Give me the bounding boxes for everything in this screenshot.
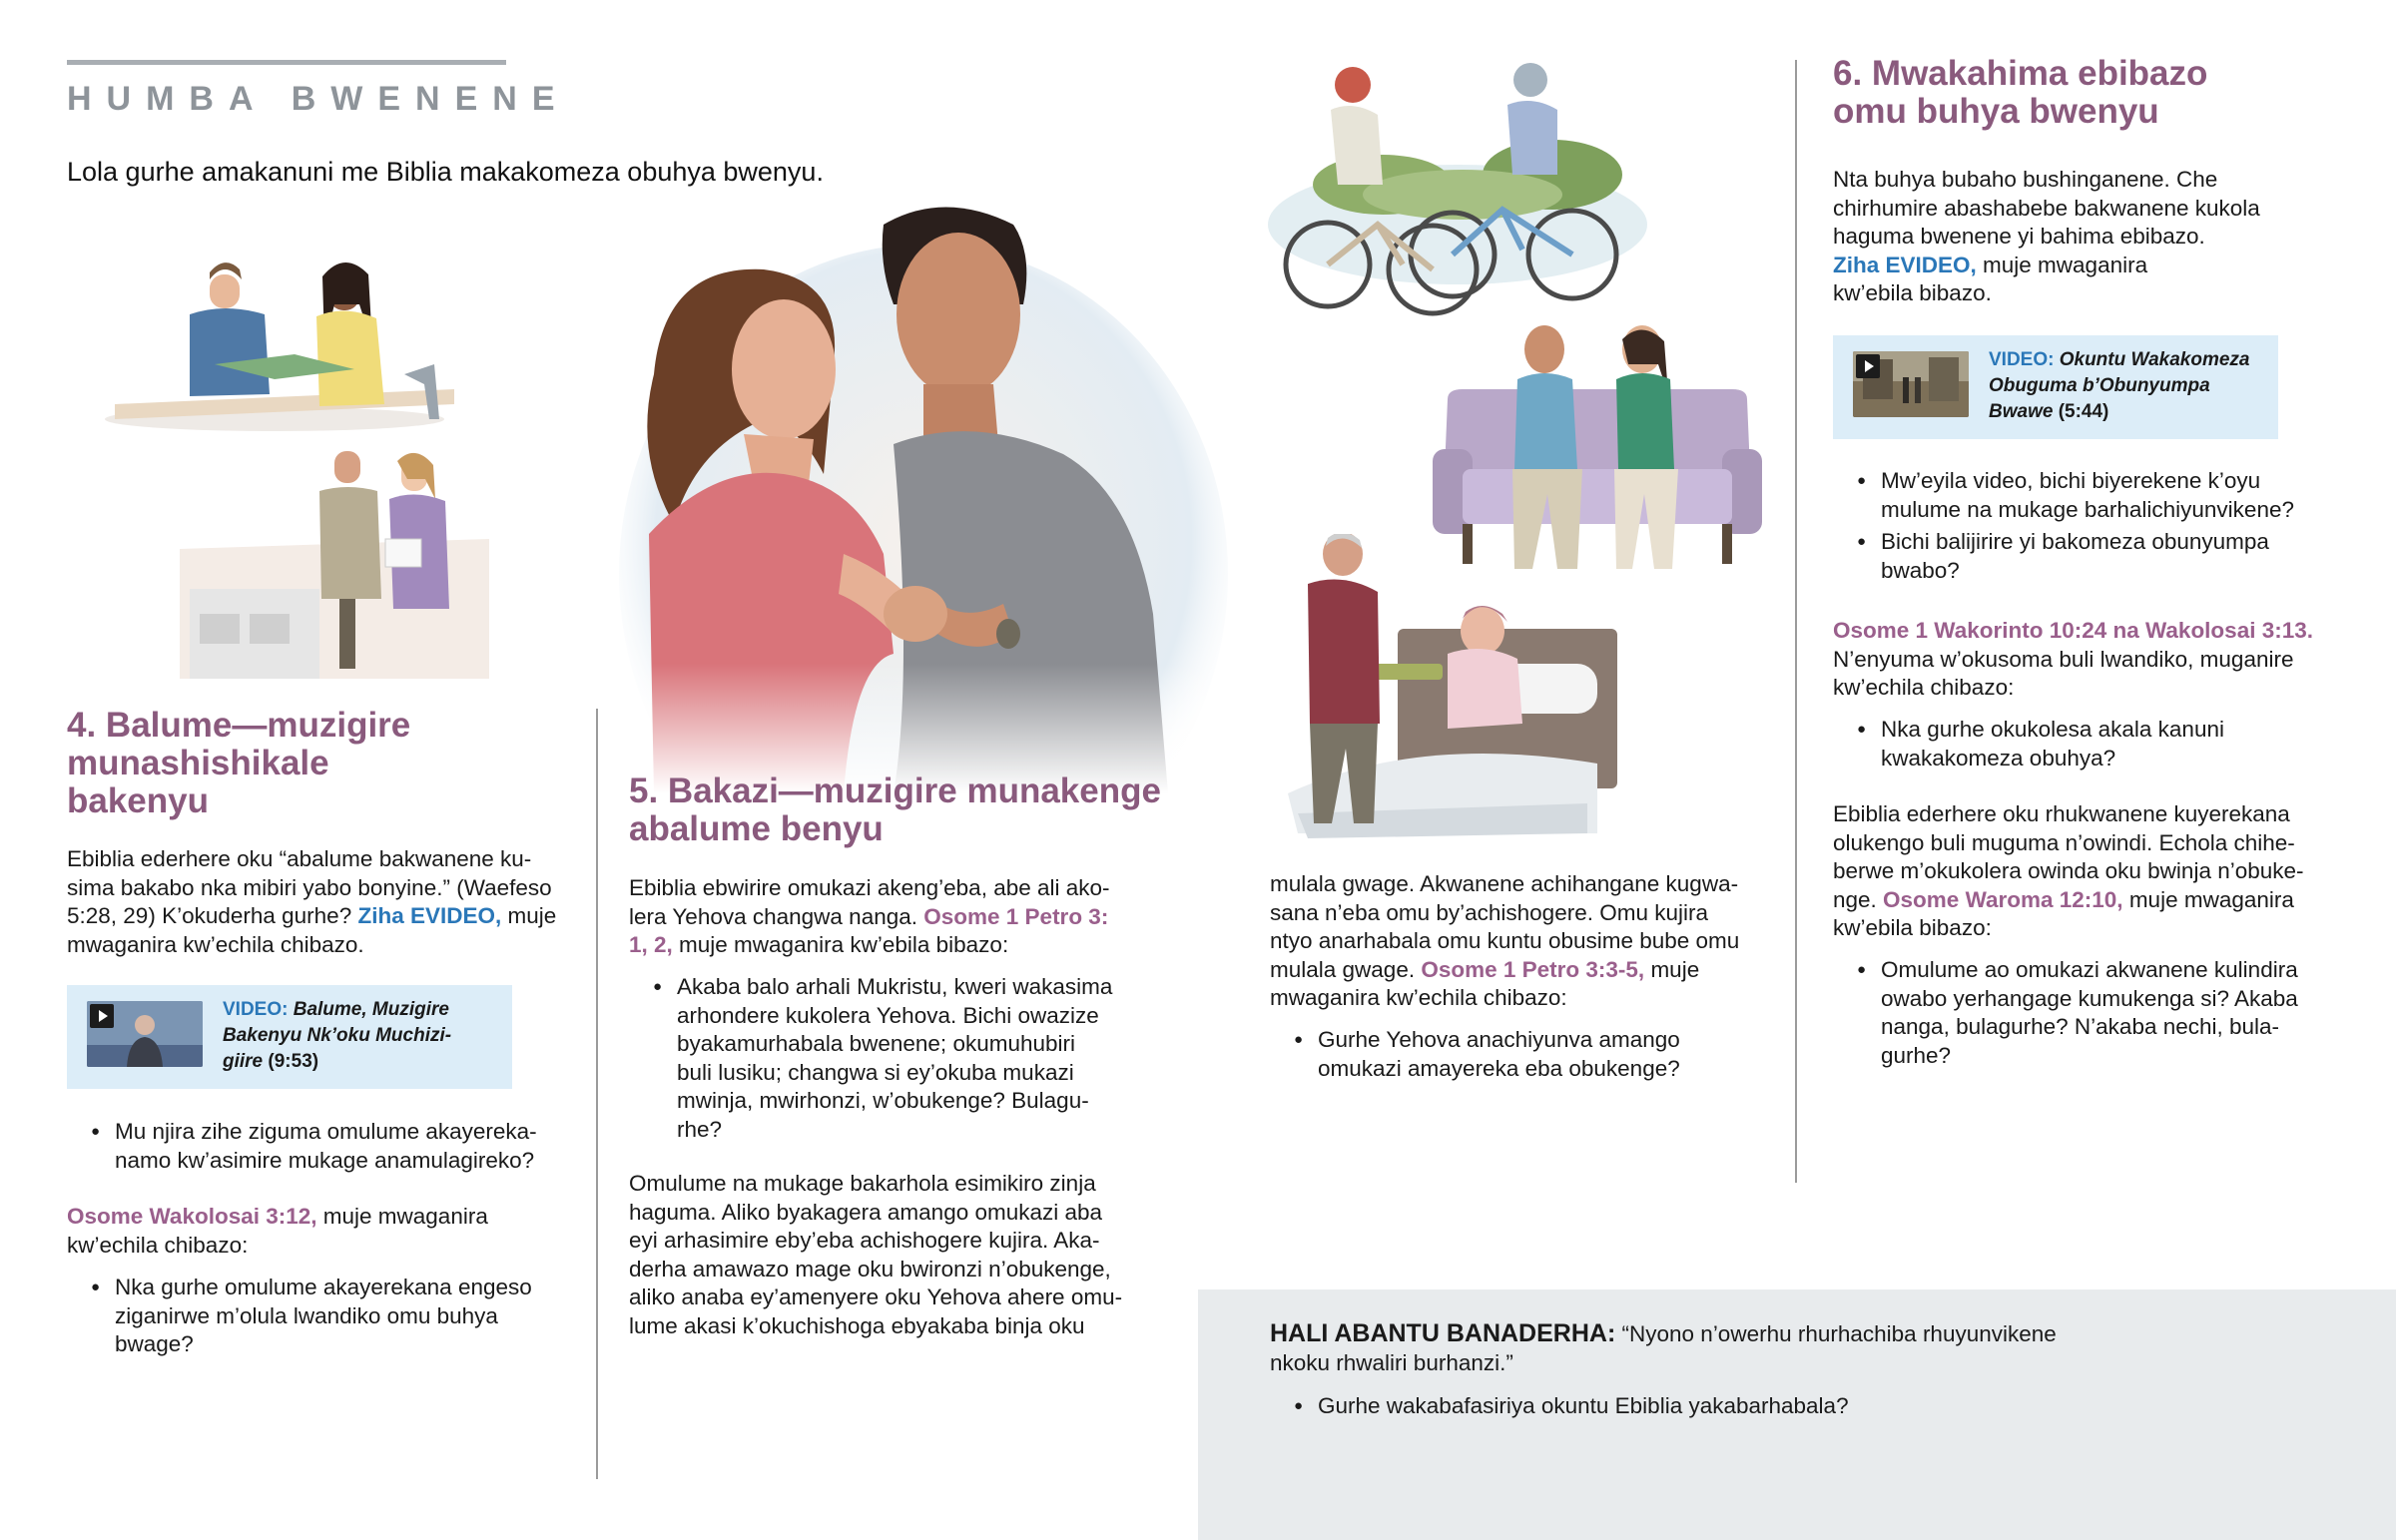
- text-line: sima bakabo nka mibiri yabo bonyine.” (Waefeso: [67, 874, 552, 900]
- watch-video-link[interactable]: Ziha EVIDEO,: [1833, 252, 1977, 277]
- text-line: ● Nka gurhe omulume akayerekana engeso: [115, 1275, 532, 1299]
- section5-question-list: [629, 973, 1148, 1148]
- column-divider: [596, 709, 598, 1479]
- video-thumbnail[interactable]: [87, 1001, 203, 1067]
- text-line: owabo yerhangage kumukenga si? Akaba: [1881, 985, 2298, 1011]
- text-line: [629, 931, 1148, 960]
- video-title-text: Okuntu Wakakomeza: [2054, 349, 2250, 370]
- text-line: lume akasi k’okuchishoga ebyakaba binja oku: [629, 1312, 1085, 1338]
- text-line: kw’echila chibazo:: [67, 1232, 249, 1258]
- text-line: kw’ebila bibazo.: [1833, 280, 1992, 305]
- text-line: ● Gurhe Yehova anachiyunva amango: [1318, 1027, 1680, 1052]
- question-item: [67, 1118, 586, 1175]
- text-span: muje mwaganira: [316, 1204, 488, 1229]
- scripture-reference[interactable]: Osome 1 Petro 3:3-5,: [1421, 956, 1645, 982]
- section5-continued-question-list: [1270, 1026, 1789, 1087]
- text-line: Nta buhya bubaho bushinganene. Che: [1833, 167, 2218, 192]
- section4-reference: [67, 1203, 586, 1260]
- section5-title-line: abalume benyu: [629, 809, 884, 848]
- video-title-text: Balume, Muzigire: [288, 999, 449, 1020]
- text-line: bwage?: [115, 1331, 194, 1356]
- scripture-reference[interactable]: Osome 1 Petro 3:: [923, 903, 1109, 929]
- section4-question-list-2: [67, 1274, 586, 1363]
- section4-title-line: munashishikale: [67, 744, 329, 782]
- text-line: kw’ebila bibazo:: [1833, 915, 1992, 940]
- text-line: buli lusiku; changwa si ey’okuba mukazi: [677, 1059, 1074, 1085]
- question-item: [629, 973, 1148, 1144]
- couple-studying-illustration: [95, 235, 469, 434]
- scripture-reference[interactable]: 1, 2,: [629, 932, 673, 957]
- play-icon[interactable]: [1856, 354, 1880, 378]
- text-line: [1833, 252, 2372, 280]
- section6-video-box[interactable]: [1833, 335, 2278, 439]
- text-line: berwe m’okukolera owinda oku bwinja n’obuke-: [1833, 858, 2304, 883]
- text-line: ● Akaba balo arhali Mukristu, kweri wakasima: [677, 974, 1113, 999]
- video-title-line: [223, 1049, 451, 1075]
- text-span: “Nyono n’owerhu rhurhachiba rhuyunvikene: [1615, 1321, 2057, 1346]
- text-line: namo kw’asimire mukage anamulagireko?: [115, 1147, 535, 1173]
- section6-title-line: 6. Mwakahima ebibazo: [1833, 54, 2208, 93]
- people-say-label: HALI ABANTU BANADERHA:: [1270, 1319, 1616, 1347]
- section5-title: [629, 772, 1161, 848]
- text-line: sana n’eba omu by’achishogere. Omu kujira: [1270, 899, 1708, 925]
- text-line: [629, 903, 1148, 932]
- section4-title-line: 4. Balume—muzigire: [67, 706, 411, 745]
- text-line: haguma. Aliko byakagera amango omukazi aba: [629, 1199, 1103, 1225]
- play-icon[interactable]: [90, 1004, 114, 1028]
- text-span: muje: [501, 903, 557, 928]
- section4-title-line: bakenyu: [67, 781, 209, 820]
- text-line: kw’echila chibazo:: [1833, 675, 2015, 700]
- text-line: eyi arhasimire eby’eba achishogere kujira. Aka-: [629, 1228, 1100, 1253]
- text-span: muje mwaganira kw’ebila bibazo:: [672, 932, 1009, 957]
- watch-video-link[interactable]: Ziha EVIDEO,: [357, 903, 502, 928]
- text-line: nanga, bulagurhe? N’akaba nechi, bula-: [1881, 1014, 2280, 1039]
- section5-title-line: 5. Bakazi—muzigire munakenge: [629, 771, 1161, 810]
- video-title-text: Bwawe: [1989, 401, 2054, 422]
- text-line: mwaganira kw’echila chibazo.: [67, 931, 364, 957]
- text-line: Omulume na mukage bakarhola esimikiro zinja: [629, 1171, 1096, 1196]
- section6-title: [1833, 55, 2207, 131]
- text-line: ● Mu njira zihe ziguma omulume akayereka-: [115, 1119, 537, 1144]
- text-line: rhe?: [677, 1116, 723, 1142]
- text-line: [67, 1203, 586, 1232]
- text-line: aliko anaba ey’amenyere oku Yehova ahere omu-: [629, 1284, 1123, 1309]
- section4-title: [67, 707, 410, 820]
- people-say-quote: [1270, 1319, 2168, 1377]
- video-title-text: giire: [223, 1051, 264, 1072]
- question-item: [1833, 956, 2372, 1070]
- section5-continued-paragraph: [1270, 870, 1789, 1013]
- text-line: haguma bwenene yi bahima ebibazo.: [1833, 224, 2205, 249]
- section4-video-box[interactable]: [67, 985, 512, 1089]
- text-line: [1270, 1319, 2168, 1349]
- people-say-box: [1198, 1289, 2396, 1540]
- couple-holding-hands-illustration: [594, 195, 1238, 793]
- text-line: mwinja, mwirhonzi, w’obukenge? Bulagu-: [677, 1088, 1089, 1113]
- text-line: ● Mw’eyila video, bichi biyerekene k’oyu: [1881, 468, 2261, 493]
- question-item: [67, 1274, 586, 1359]
- scripture-reference[interactable]: Osome 1 Wakorinto 10:24 na Wakolosai 3:13.: [1833, 618, 2313, 643]
- text-line: chirhumire abashabebe bakwanene kukola: [1833, 195, 2260, 221]
- caring-for-wife-illustration: [1268, 534, 1627, 843]
- section6-reference-block: [1833, 617, 2372, 703]
- text-line: ziganirwe m’olula lwandiko omu buhya: [115, 1302, 498, 1328]
- text-span: nge.: [1833, 886, 1884, 912]
- text-line: ● Gurhe wakabafasiriya okuntu Ebiblia yakabarhabala?: [1318, 1393, 1849, 1418]
- video-duration: (5:44): [2053, 401, 2109, 422]
- kicker-rule: [67, 60, 506, 65]
- question-item: [1833, 716, 2372, 772]
- intro-text: Lola gurhe amakanuni me Biblia makakomeza obuhya bwenyu.: [67, 157, 824, 187]
- couple-cycling-illustration: [1253, 55, 1652, 334]
- text-span: muje mwaganira: [2122, 886, 2294, 912]
- text-span: 5:28, 29) K’okuderha gurhe?: [67, 903, 358, 928]
- text-line: byakamurhabala bwenene; okumuhubiri: [677, 1031, 1076, 1056]
- video-title-line: [1989, 347, 2250, 373]
- text-line: nkoku rhwaliri burhanzi.”: [1270, 1349, 1513, 1375]
- section6-question-list-2: [1833, 716, 2372, 776]
- video-label: VIDEO:: [223, 999, 289, 1020]
- text-line: mulala gwage. Akwanene achihangane kugwa-: [1270, 871, 1739, 896]
- video-title-line: [223, 997, 451, 1023]
- couple-kitchen-illustration: [150, 439, 519, 679]
- text-line: omukazi amayereka eba obukenge?: [1318, 1055, 1680, 1081]
- text-line: Ebiblia ederhere oku “abalume bakwanene ku-: [67, 846, 532, 871]
- text-line: bwabo?: [1881, 557, 1960, 583]
- scripture-reference[interactable]: Osome Waroma 12:10,: [1883, 886, 2123, 912]
- people-say-question-list: [1270, 1392, 2168, 1425]
- section5-paragraph: [629, 874, 1148, 960]
- text-line: olukengo buli muguma n’owindi. Echola chihe-: [1833, 829, 2295, 855]
- kicker: HUMBA BWENENE: [67, 80, 570, 118]
- text-line: derha amawazo mage oku bwironzi n’obukenge,: [629, 1256, 1111, 1282]
- text-line: ● Bichi balijirire yi bakomeza obunyumpa: [1881, 529, 2269, 554]
- video-title-line: Obuguma b’Obunyumpa: [1989, 375, 2210, 396]
- text-line: [1833, 886, 2372, 915]
- text-line: mulume na mukage barhalichiyunvikene?: [1881, 496, 2294, 522]
- video-label: VIDEO:: [1989, 349, 2055, 370]
- text-span: muje mwaganira: [1976, 252, 2148, 277]
- video-title: [1989, 347, 2250, 425]
- text-line: N’enyuma w’okusoma buli lwandiko, muganire: [1833, 646, 2294, 672]
- question-item: [1270, 1392, 2168, 1421]
- question-item: [1270, 1026, 1789, 1083]
- video-title-line: Bakenyu Nk’oku Muchizi-: [223, 1025, 452, 1046]
- text-line: Ebiblia ebwirire omukazi akeng’eba, abe ali ako-: [629, 875, 1110, 900]
- question-item: [1833, 467, 2372, 524]
- text-line: [1833, 617, 2372, 646]
- section6-paragraph: [1833, 166, 2372, 308]
- text-line: mwaganira kw’echila chibazo:: [1270, 985, 1567, 1010]
- text-line: ● Omulume ao omukazi akwanene kulindira: [1881, 957, 2298, 982]
- section5-paragraph-2: [629, 1170, 1148, 1340]
- section6-title-line: omu buhya bwenyu: [1833, 92, 2159, 131]
- text-line: [1270, 956, 1789, 985]
- text-line: Ebiblia ederhere oku rhukwanene kuyerekana: [1833, 801, 2290, 826]
- text-span: lera Yehova changwa nanga.: [629, 903, 924, 929]
- column-divider: [1795, 60, 1797, 1183]
- text-line: [67, 902, 576, 931]
- text-line: gurhe?: [1881, 1042, 1952, 1068]
- section6-paragraph-2: [1833, 800, 2372, 943]
- section4-question-list: [67, 1118, 586, 1179]
- text-span: muje: [1644, 956, 1700, 982]
- video-thumbnail[interactable]: [1853, 351, 1969, 417]
- text-line: ● Nka gurhe okukolesa akala kanuni: [1881, 717, 2224, 742]
- question-item: [1833, 528, 2372, 585]
- text-line: kwakakomeza obuhya?: [1881, 745, 2116, 770]
- video-title-line: [1989, 399, 2250, 425]
- section4-paragraph: [67, 845, 576, 959]
- text-line: ntyo anarhabala omu kuntu obusime bube omu: [1270, 928, 1740, 953]
- video-title: [223, 997, 451, 1075]
- text-span: mulala gwage.: [1270, 956, 1422, 982]
- text-line: arhondere kukolera Yehova. Bichi owazize: [677, 1002, 1099, 1028]
- section6-question-list-3: [1833, 956, 2372, 1074]
- video-duration: (9:53): [263, 1051, 319, 1072]
- scripture-reference[interactable]: Osome Wakolosai 3:12,: [67, 1204, 317, 1229]
- section6-question-list: [1833, 467, 2372, 589]
